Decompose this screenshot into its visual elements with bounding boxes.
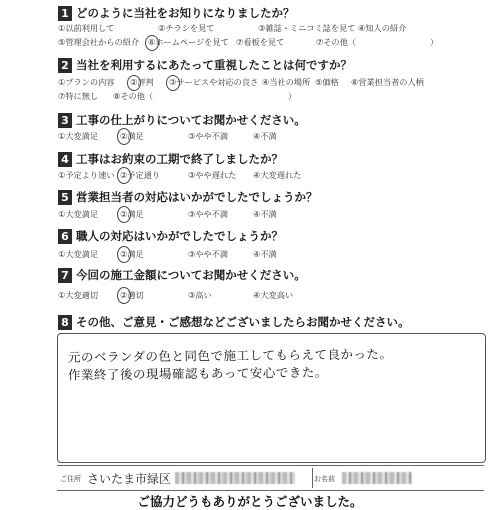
option-selected: ⑥ホームページを見て xyxy=(148,37,229,47)
question-title: 営業担当者の対応はいかがでしたでしょうか？ xyxy=(76,190,318,204)
question-title: その他、ご意見・ご感想などございましたらお聞かせください。 xyxy=(76,315,410,329)
option: ③高い xyxy=(188,290,212,300)
question-title: 工事の仕上がりについてお聞かせください。 xyxy=(76,113,306,127)
question-number: 2 xyxy=(58,58,72,73)
option: ⑥営業担当者の人柄 xyxy=(351,77,424,87)
address-label: ご住所 xyxy=(60,475,81,483)
redacted-address xyxy=(175,472,295,484)
question-title: 工事はお約束の工期で終了しましたか？ xyxy=(76,152,283,166)
option: ④不満 xyxy=(253,249,277,259)
question-title: どのように当社をお知りになりましたか？ xyxy=(76,6,295,20)
question-number: 1 xyxy=(58,6,72,21)
option: ④大変遅れた xyxy=(253,170,302,180)
option: ①予定より速い xyxy=(58,170,115,180)
option: ①大変適切 xyxy=(58,290,99,300)
address-row xyxy=(57,465,484,491)
option: ④当社の場所 xyxy=(262,77,311,87)
option: ⑦その他（ xyxy=(316,37,357,47)
selection-circle xyxy=(117,246,131,263)
selection-circle xyxy=(166,75,180,91)
handwritten-address: さいたま市緑区 xyxy=(87,472,172,486)
comment-box xyxy=(57,333,486,463)
question-number: 4 xyxy=(58,152,72,167)
selection-circle xyxy=(117,287,131,304)
option: ④不満 xyxy=(253,209,277,219)
selection-circle xyxy=(127,75,141,91)
option-selected: ②評判 xyxy=(130,77,154,87)
selection-circle xyxy=(117,167,131,184)
thanks-message: ご協力どうもありがとうございました。 xyxy=(137,494,363,509)
question-number: 8 xyxy=(58,315,72,330)
option: ③やや不満 xyxy=(188,249,229,259)
option: ③雑誌・ミニコミ誌を見て xyxy=(258,23,356,33)
option: ①以前利用して xyxy=(58,23,115,33)
field-divider xyxy=(312,468,313,488)
selection-circle xyxy=(117,128,131,145)
question-title: 職人の対応はいかがでしたでしょうか？ xyxy=(76,229,283,243)
option: ①大変満足 xyxy=(58,131,99,141)
question-title: 当社を利用するにあたって重視したことは何ですか？ xyxy=(76,58,352,72)
option: ⑤管理会社からの紹介 xyxy=(58,37,140,47)
option: ①大変満足 xyxy=(58,209,99,219)
handwritten-comment-line-2: 作業終了後の現場確認もあって安心できた。 xyxy=(67,364,328,383)
option-selected: ②満足 xyxy=(120,131,144,141)
option: ⑦特に無し xyxy=(58,91,99,101)
selection-circle xyxy=(145,35,159,51)
option-selected: ②適切 xyxy=(120,290,144,300)
option: ①大変満足 xyxy=(58,249,99,259)
option: ②チラシを見て xyxy=(158,23,215,33)
option: ④不満 xyxy=(253,131,277,141)
option: ⑦看板を見て xyxy=(236,37,285,47)
option-selected: ②満足 xyxy=(120,209,144,219)
question-title: 今回の施工金額についてお聞かせください。 xyxy=(76,268,306,282)
redacted-name xyxy=(342,472,412,484)
option-selected: ③サービスや対応の良さ xyxy=(169,77,259,87)
option: ③やや不満 xyxy=(188,131,229,141)
question-number: 5 xyxy=(58,190,72,205)
selection-circle xyxy=(117,206,131,223)
option-close-paren: ） xyxy=(288,91,297,101)
option-selected: ②予定通り xyxy=(120,170,161,180)
option: ③やや遅れた xyxy=(188,170,237,180)
option: ③やや不満 xyxy=(188,209,229,219)
option: ①プランの内容 xyxy=(58,77,115,87)
question-number: 3 xyxy=(58,113,72,128)
option: ⑤価格 xyxy=(315,77,339,87)
handwritten-comment-line-1: 元のベランダの色と同色で施工してもらえて良かった。 xyxy=(67,346,393,365)
option-close-paren: ） xyxy=(430,37,439,47)
question-number: 7 xyxy=(58,268,72,283)
question-number: 6 xyxy=(58,229,72,244)
option: ④大変高い xyxy=(253,290,294,300)
option: ⑧その他（ xyxy=(113,91,154,101)
name-label: お名前 xyxy=(314,475,335,483)
option: ④知人の紹介 xyxy=(358,23,407,33)
option-selected: ②満足 xyxy=(120,249,144,259)
